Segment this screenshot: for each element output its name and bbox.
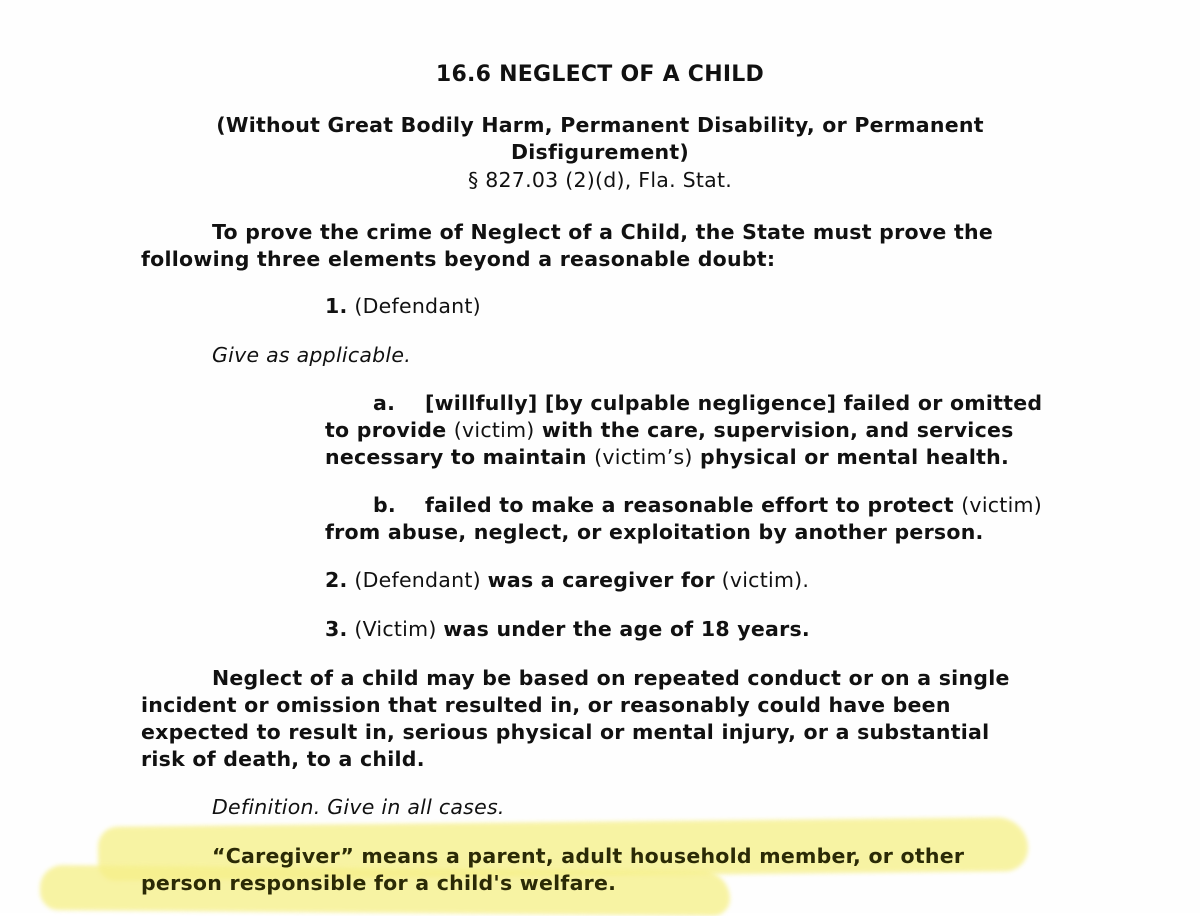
item-a-line-2-start: to provide <box>325 418 454 442</box>
intro-line-2: following three elements beyond a reasonable doubt: <box>141 247 776 271</box>
item-a-label: a. <box>373 391 396 415</box>
caregiver-definition-line-2: person responsible for a child's welfare. <box>141 871 617 895</box>
give-as-applicable-note: Give as applicable. <box>212 343 411 367</box>
element-1 <box>325 293 481 320</box>
item-a-line-2-end: with the care, supervision, and services <box>534 418 1014 442</box>
element-3-victim: (Victim) <box>347 617 444 641</box>
element-2-number: 2. <box>325 568 348 592</box>
element-2-text: was a caregiver for <box>487 568 715 592</box>
caregiver-definition-line-1: “Caregiver” means a parent, adult household member, or other <box>212 844 965 868</box>
item-a-text: [willfully] [by culpable negligence] failed or omitted <box>425 391 1043 415</box>
item-b-line-1 <box>373 492 1042 519</box>
item-a-victims-placeholder: (victim’s) <box>594 445 693 469</box>
item-b-line-1-start: failed to make a reasonable effort to protect <box>425 493 962 517</box>
definition-note: Definition. Give in all cases. <box>212 795 505 819</box>
element-3 <box>325 616 810 643</box>
item-a-line-3-end: physical or mental health. <box>692 445 1010 469</box>
element-1-number: 1. <box>325 294 348 318</box>
element-2-defendant: (Defendant) <box>347 568 488 592</box>
subtitle-line-2: Disfigurement) <box>510 140 689 164</box>
element-3-number: 3. <box>325 617 348 641</box>
item-b-label: b. <box>373 493 396 517</box>
item-a-line-3-start: necessary to maintain <box>325 445 595 469</box>
document-title: 16.6 NEGLECT OF A CHILD <box>435 62 765 87</box>
item-a-line-1 <box>373 390 1042 417</box>
element-2 <box>325 567 809 594</box>
item-a-line-3 <box>325 444 1009 471</box>
item-a-line-2 <box>325 417 1014 444</box>
element-2-victim: (victim). <box>714 568 810 592</box>
statute-citation: § 827.03 (2)(d), Fla. Stat. <box>467 168 733 192</box>
neglect-paragraph-line-3: expected to result in, serious physical or mental injury, or a substantial <box>141 720 990 744</box>
element-3-text: was under the age of 18 years. <box>443 617 810 641</box>
item-b-line-2: from abuse, neglect, or exploitation by another person. <box>325 520 984 544</box>
item-b-victim-placeholder: (victim) <box>961 493 1042 517</box>
neglect-paragraph-line-1: Neglect of a child may be based on repeated conduct or on a single <box>212 666 1010 690</box>
element-1-party: (Defendant) <box>354 294 481 318</box>
intro-line-1: To prove the crime of Neglect of a Child, the State must prove the <box>212 220 994 244</box>
subtitle-line-1: (Without Great Bodily Harm, Permanent Disability, or Permanent <box>216 113 984 137</box>
neglect-paragraph-line-4: risk of death, to a child. <box>141 747 425 771</box>
neglect-paragraph-line-2: incident or omission that resulted in, or reasonably could have been <box>141 693 951 717</box>
item-a-victim-placeholder: (victim) <box>453 418 535 442</box>
